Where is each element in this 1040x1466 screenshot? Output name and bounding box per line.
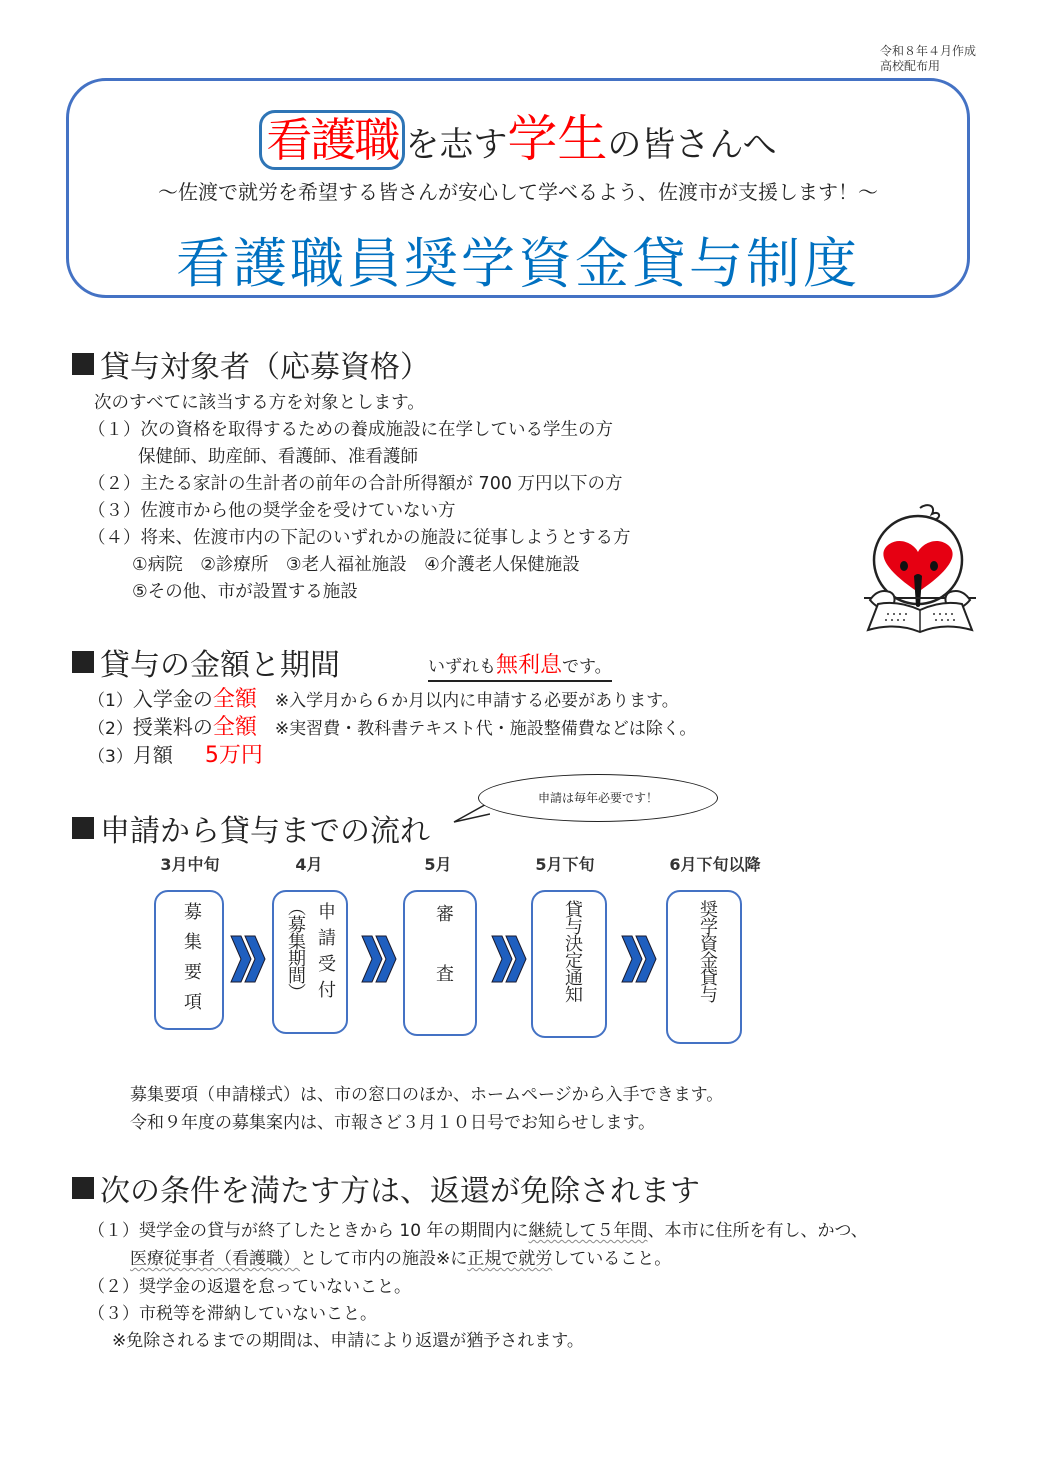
eligibility-item-2: （２）主たる家計の生計者の前年の合計所得額が 700 万円以下の方 (88, 474, 623, 494)
exemption-note: ※免除されるまでの期間は、申請により返還が猶予されます。 (112, 1331, 584, 1351)
document-meta (880, 44, 990, 74)
step-2-box: 申請受付 （募集期間） (272, 890, 348, 1034)
step-4-box: 貸与決定通知 (531, 890, 607, 1038)
exemption-item-2: （２）奨学金の返還を怠っていないこと。 (88, 1277, 411, 1297)
step-3-box: 審 査 (403, 890, 477, 1036)
interest-free-note: いずれも無利息です。 (428, 648, 612, 682)
header-title (69, 99, 967, 171)
speech-bubble: 申請は毎年必要です！ (478, 774, 718, 822)
step-1-date: 3月中旬 (160, 855, 220, 874)
eligibility-item-4: （４）将来、佐渡市内の下記のいずれかの施設に従事しようとする方 (88, 528, 631, 548)
title-mid: を志す (405, 125, 508, 165)
eligibility-item-1-detail: 保健師、助産師、看護師、准看護師 (138, 447, 418, 467)
square-bullet-icon (72, 651, 94, 673)
created-date: 令和８年４月作成 (880, 44, 977, 58)
double-chevron-right-icon (490, 934, 530, 984)
eligibility-facilities-1: ①病院 ②診療所 ③老人福祉施設 ④介護老人保健施設 (132, 555, 580, 575)
eligibility-facilities-2: ⑤その他、市が設置する施設 (132, 582, 358, 602)
double-chevron-right-icon (360, 934, 400, 984)
flow-heading: 申請から貸与までの流れ (72, 806, 430, 850)
amount-item-3: （3）月額 5万円 (88, 743, 263, 768)
square-bullet-icon (72, 353, 94, 375)
step-1-box: 募集要項 (154, 890, 224, 1030)
header-banner (66, 78, 970, 298)
exemption-item-1: （１）奨学金の貸与が終了したときから 10 年の期間内に継続して５年間、本市に住所を有し、かつ、 (88, 1221, 868, 1241)
step-5-date: 6月下旬以降 (669, 855, 761, 874)
title-end: の皆さんへ (607, 125, 777, 165)
step-4-date: 5月下旬 (535, 855, 595, 874)
eligibility-intro: 次のすべてに該当する方を対象とします。 (94, 393, 425, 413)
title-red: 学生 (507, 110, 608, 168)
amount-item-1: （1）入学金の全額 ※入学月から６か月以内に申請する必要があります。 (88, 687, 679, 712)
eligibility-item-1: （１）次の資格を取得するための養成施設に在学している学生の方 (88, 420, 613, 440)
main-title: 看護職員奨学資金貸与制度 (176, 232, 860, 295)
title-badge: 看護職 (259, 110, 405, 170)
eligibility-heading: 貸与対象者（応募資格） (72, 342, 430, 386)
flow-note-2: 令和９年度の募集案内は、市報さど３月１０日号でお知らせします。 (130, 1113, 656, 1133)
double-chevron-right-icon (620, 934, 660, 984)
step-5-box: 奨学資金貸与 (666, 890, 742, 1044)
exemption-heading: 次の条件を満たす方は、返還が免除されます (72, 1166, 700, 1210)
amount-item-2: （2）授業料の全額 ※実習費・教科書テキスト代・施設整備費などは除く。 (88, 715, 697, 740)
square-bullet-icon (72, 1177, 94, 1199)
square-bullet-icon (72, 817, 94, 839)
step-3-date: 5月 (424, 855, 452, 874)
amount-heading: 貸与の金額と期間 (72, 640, 340, 684)
double-chevron-right-icon (229, 934, 269, 984)
exemption-item-1-cont: 医療従事者（看護職）として市内の施設※に正規で就労していること。 (130, 1249, 672, 1269)
exemption-item-3: （３）市税等を滞納していないこと。 (88, 1304, 377, 1324)
step-2-date: 4月 (295, 855, 323, 874)
mascot-bird-reading-icon (858, 500, 982, 636)
eligibility-item-3: （３）佐渡市から他の奨学金を受けていない方 (88, 501, 456, 521)
flow-note-1: 募集要項（申請様式）は、市の窓口のほか、ホームページから入手できます。 (130, 1085, 724, 1105)
distribution-note: 高校配布用 (880, 59, 941, 73)
header-subtitle: ～佐渡で就労を希望する皆さんが安心して学べるよう、佐渡市が支援します！～ (158, 180, 878, 204)
